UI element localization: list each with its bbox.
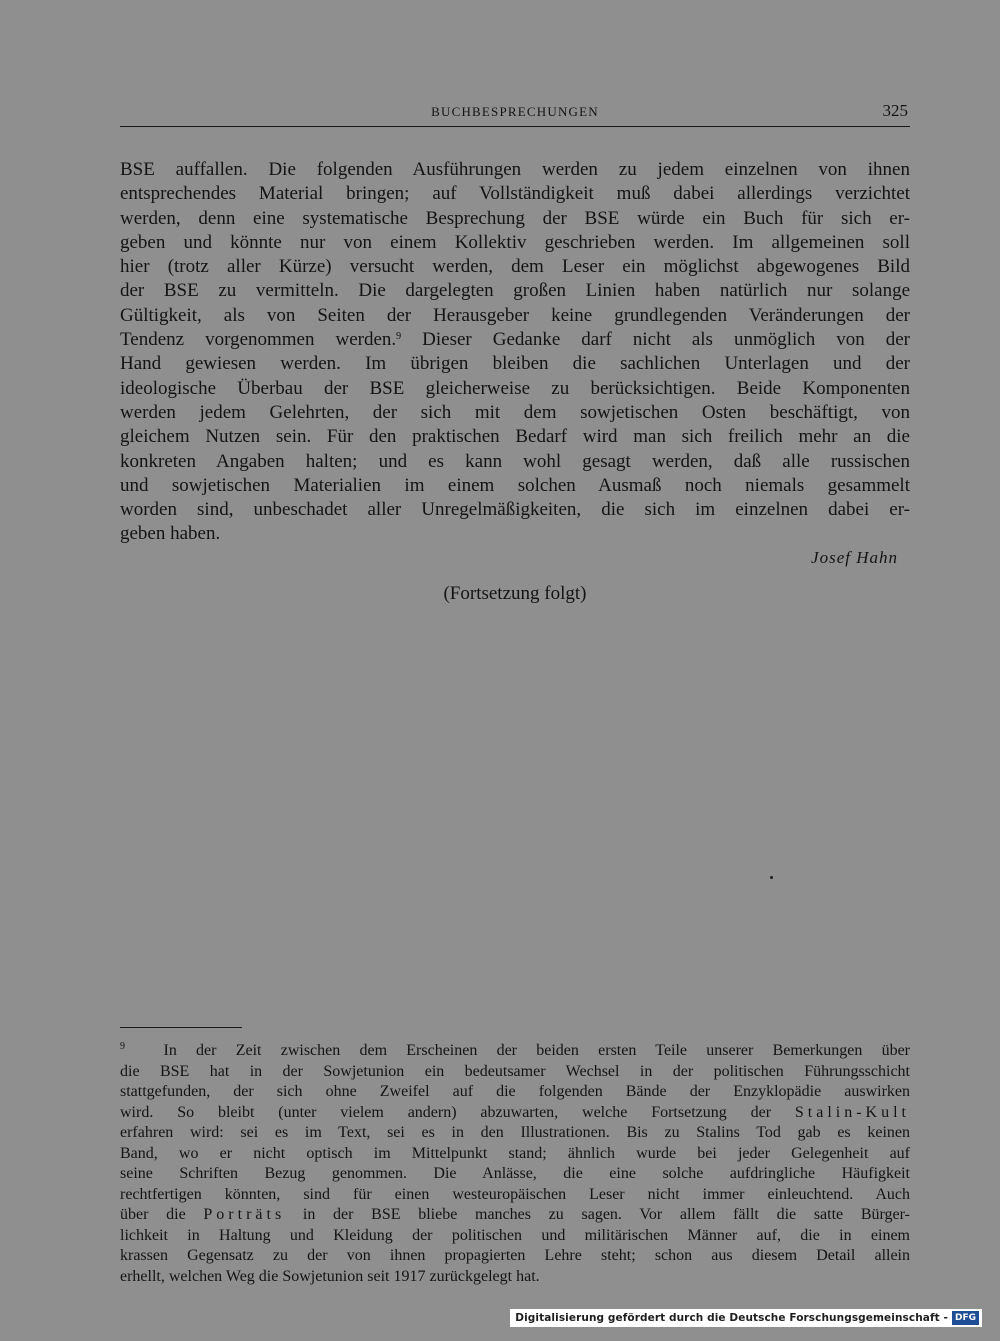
funding-text: Digitalisierung gefördert durch die Deutsche Forschungsgemeinschaft - [515, 1312, 948, 1324]
spaced-emphasis: Stalin-Kult [794, 1103, 910, 1121]
body-line: werden, denn eine systematische Besprechung der BSE würde ein Buch für sich er- [120, 207, 910, 229]
footnote-rule [120, 1027, 242, 1028]
footnote-line: krassen Gegensatz zu der von ihnen propagierten Lehre steht; schon aus diesem Detail allein [120, 1247, 910, 1264]
footnote-line: erhellt, welchen Weg die Sowjetunion seit 1917 zurückgelegt hat. [120, 1267, 540, 1285]
funding-notice [510, 1309, 982, 1327]
header-rule [120, 126, 910, 127]
footnote-line: stattgefunden, der sich ohne Zweifel auf die folgenden Bände der Enzyklopädie auswirken [120, 1083, 910, 1100]
body-line: geben und könnte nur von einem Kollektiv geschrieben werden. Im allgemeinen soll [120, 231, 910, 253]
body-line: und sowjetischen Materialien im einem solchen Ausmaß noch niemals gesammelt [120, 474, 910, 496]
page-number: 325 [882, 101, 908, 120]
body-line: werden jedem Gelehrten, der sich mit dem sowjetischen Osten beschäftigt, von [120, 401, 910, 423]
body-line: hier (trotz aller Kürze) versucht werden, dem Leser ein möglichst abgewogenes Bild [120, 256, 910, 278]
footnote-marker: 9 [120, 1041, 125, 1052]
footnote-line: erfahren wird: sei es im Text, sei es in den Illustrationen. Bis zu Stalins Tod gab es keinen [120, 1124, 910, 1141]
footnote-line: rechtfertigen könnten, sind für einen westeuropäischen Leser nicht immer einleuchtend. Auch [120, 1185, 910, 1203]
body-line: Hand gewiesen werden. Im übrigen bleiben die sachlichen Unterlagen und der [120, 353, 910, 375]
body-line-continuation: Dieser Gedanke darf nicht als unmöglich von der [401, 329, 910, 351]
running-head: BUCHBESPRECHUNGEN [431, 104, 599, 119]
body-line: BSE auffallen. Die folgenden Ausführungen werden zu jedem einzelnen von ihnen [120, 159, 910, 180]
page-header [120, 101, 910, 125]
body-line-with-footnote-ref [120, 328, 910, 352]
body-line: Gültigkeit, als von Seiten der Herausgeber keine grundlegenden Veränderungen der [120, 304, 910, 326]
footnote-line [120, 1205, 910, 1226]
footnote-line-text: wird. So bleibt (unter vielem andern) abzuwarten, welche Fortsetzung der [120, 1103, 795, 1121]
body-line: gleichem Nutzen sein. Für den praktischen Bedarf wird man sich freilich mehr an die [120, 426, 910, 448]
footnote-line: lichkeit in Haltung und Kleidung der politischen und militärischen Männer auf, die in einem [120, 1226, 910, 1244]
footnote [120, 1041, 910, 1287]
body-line: geben haben. [120, 523, 221, 545]
dfg-logo: DFG [952, 1311, 979, 1325]
footnote-line-text: über die [120, 1206, 204, 1223]
body-text [120, 158, 910, 547]
footnote-line: Band, wo er nicht optisch im Mittelpunkt stand; ähnlich wurde bei jeder Gelegenheit auf [120, 1144, 910, 1162]
footnote-line [120, 1041, 910, 1062]
body-line: konkreten Angaben halten; und es kann wohl gesagt werden, daß alle russischen [120, 450, 910, 472]
spaced-emphasis: Porträts [203, 1206, 286, 1223]
scan-speck [770, 876, 773, 879]
footnote-line [120, 1103, 910, 1124]
footnote-line-text: In der Zeit zwischen dem Erscheinen der beiden ersten Teile unserer Bemerkungen über [163, 1042, 911, 1059]
footnote-reference: 9 [396, 331, 402, 343]
body-line: worden sind, unbeschadet aller Unregelmäßigkeiten, die sich im einzelnen dabei er- [120, 499, 910, 521]
body-line-text: Tendenz vorgenommen werden. [120, 329, 397, 351]
continuation-note: (Fortsetzung folgt) [443, 583, 587, 604]
body-line: ideologische Überbau der BSE gleicherweise zu berücksichtigen. Beide Komponenten [120, 377, 910, 399]
footnote-line: seine Schriften Bezug genommen. Die Anlässe, die eine solche aufdringliche Häufigkeit [120, 1165, 910, 1182]
body-line: entsprechendes Material bringen; auf Vollständigkeit muß dabei allerdings verzichtet [120, 183, 910, 205]
author-signature: Josef Hahn [811, 548, 898, 567]
footnote-line-text: in der BSE bliebe manches zu sagen. Vor allem fällt die satte Bürger- [285, 1206, 910, 1223]
footnote-line: die BSE hat in der Sowjetunion ein bedeutsamer Wechsel in der politischen Führungsschicht [120, 1062, 910, 1080]
body-line: der BSE zu vermitteln. Die dargelegten großen Linien haben natürlich nur solange [120, 280, 910, 302]
